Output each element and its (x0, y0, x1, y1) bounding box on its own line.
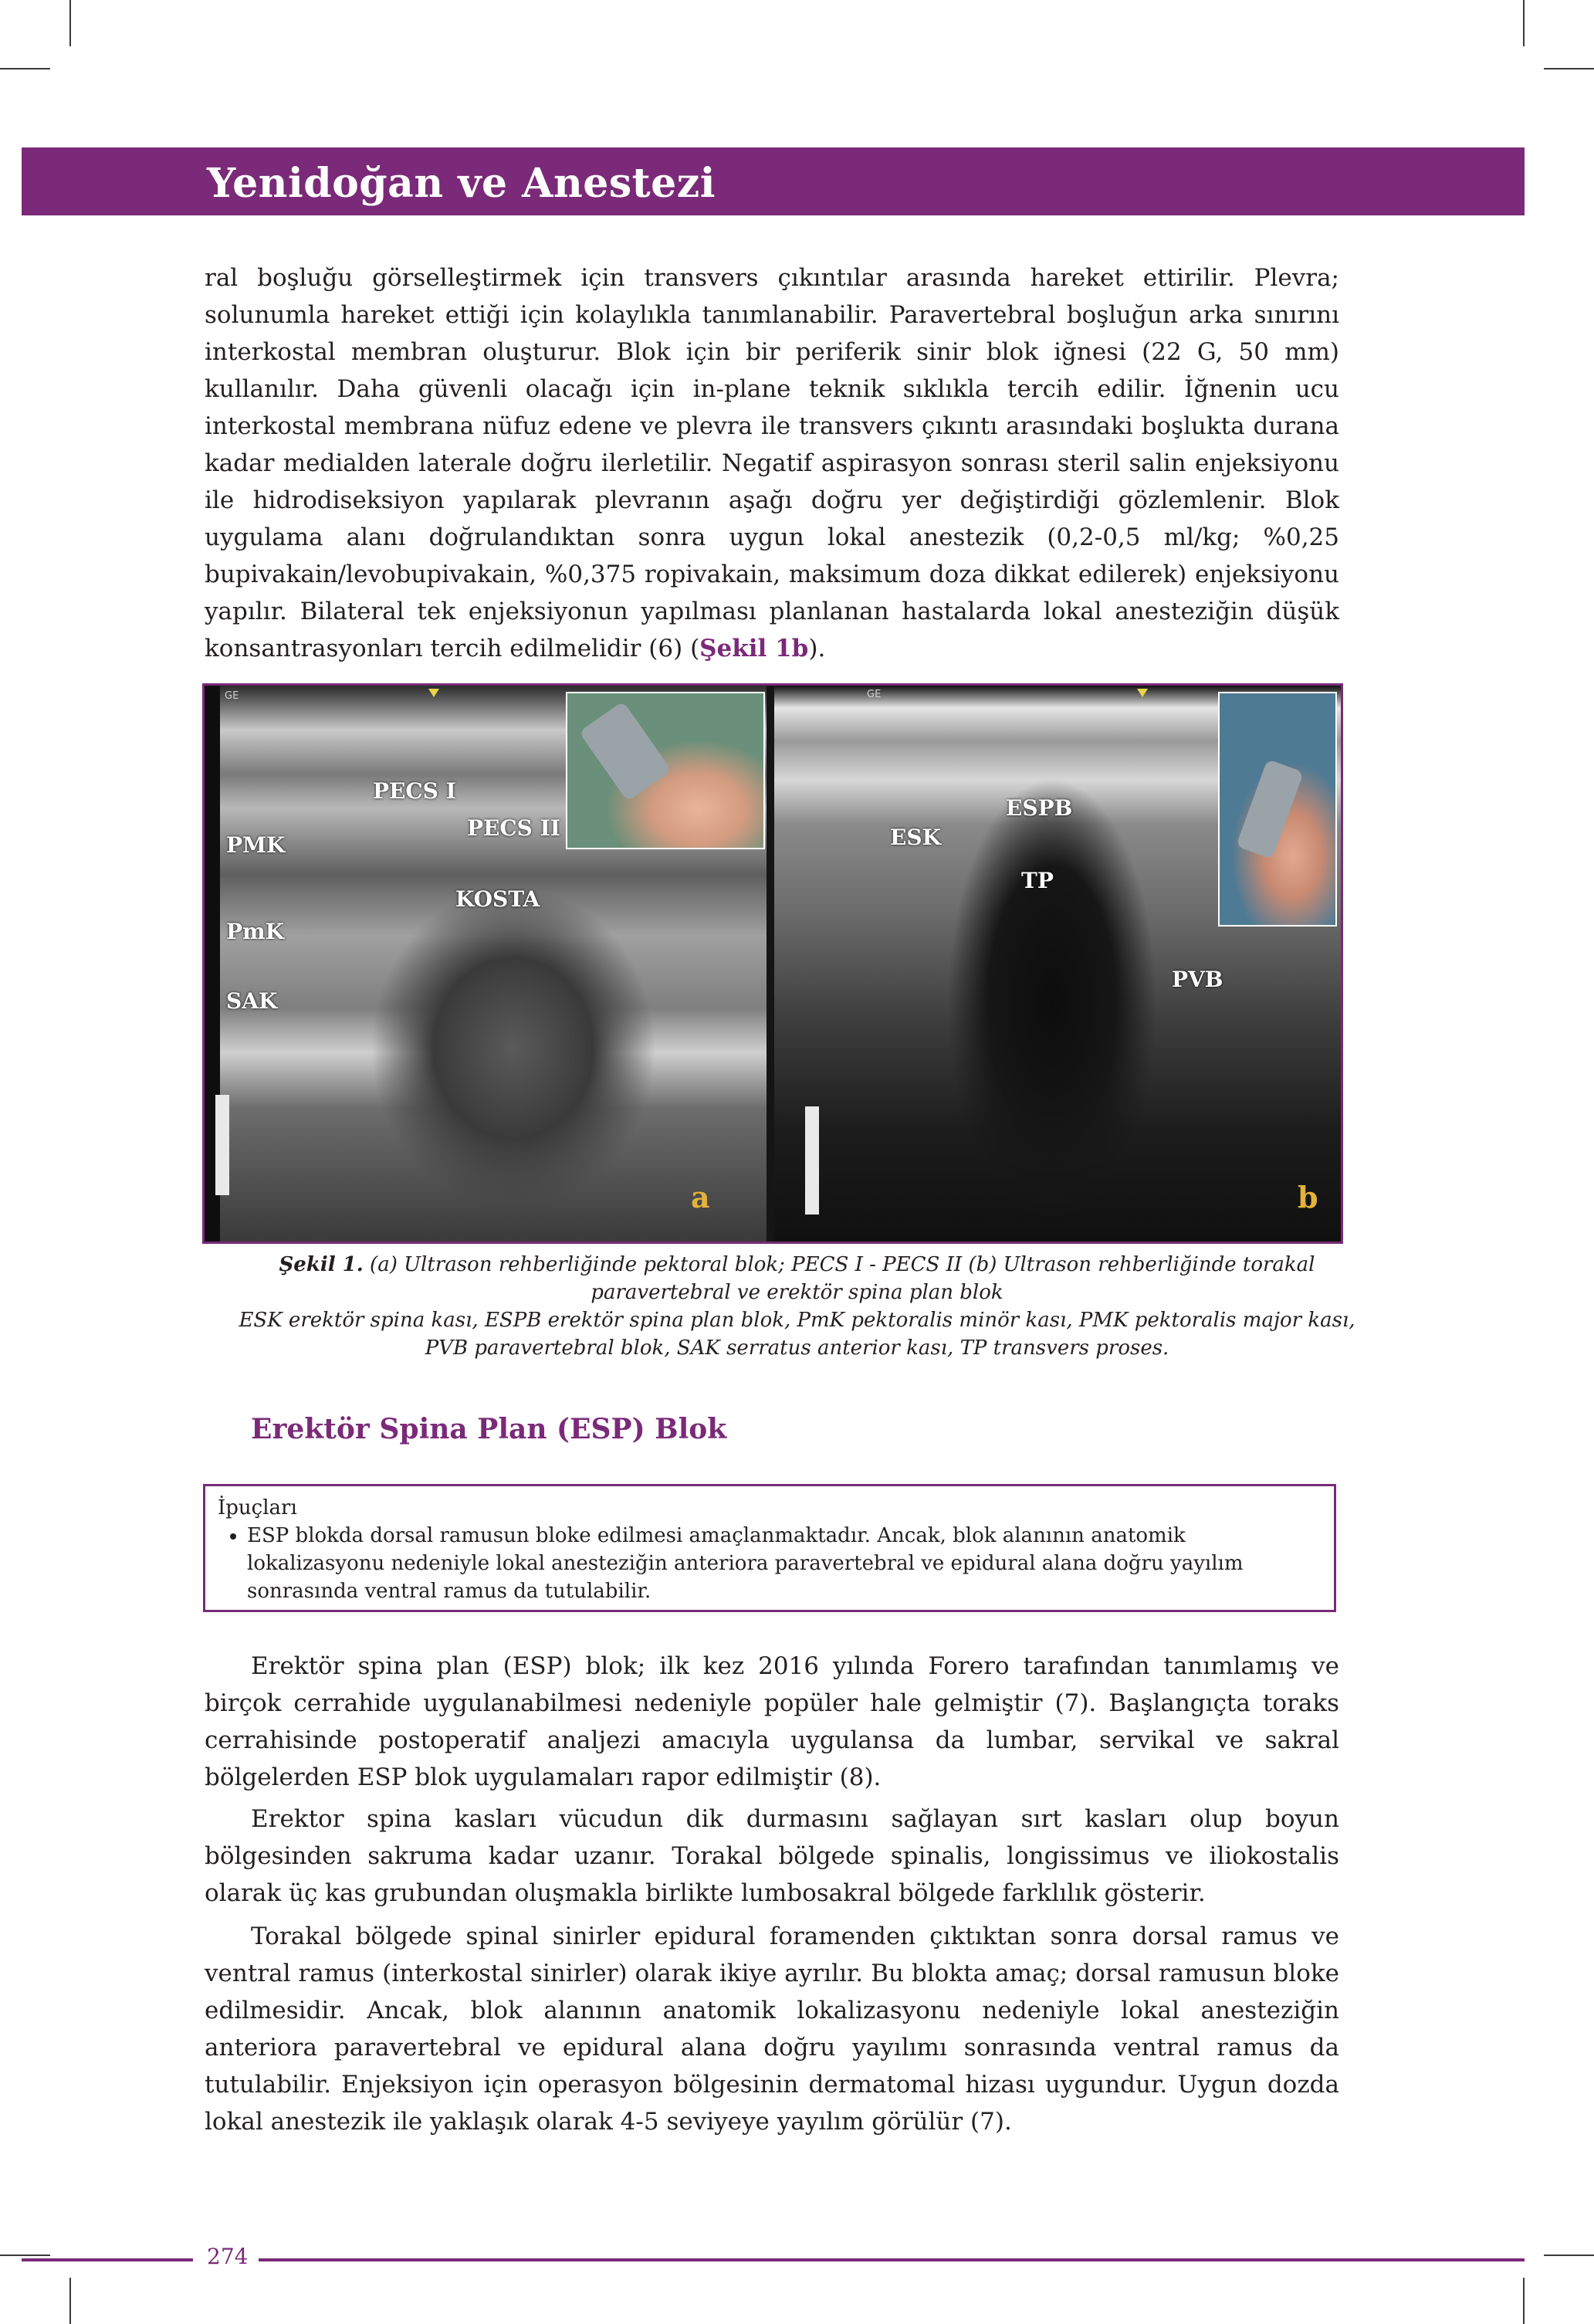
tips-title: İpuçları (218, 1496, 297, 1519)
ultrasound-figure (202, 683, 1343, 1244)
section-heading: Erektör Spina Plan (ESP) Blok (251, 1413, 727, 1445)
probe-position-photo-b (1218, 692, 1337, 927)
depth-scale-bar (805, 1106, 819, 1215)
label-pecs-1: PECS I (373, 778, 456, 804)
ultrasound-probe-icon (1236, 759, 1304, 859)
crop-mark (0, 2255, 50, 2256)
focus-marker-icon (1137, 689, 1148, 697)
body-paragraph-3: Erektor spina kasları vücudun dik durmasını sağlayan sırt kasları olup boyun bölgesinden sakruma kadar uzanır. Torakal bölgede spinalis, longissimus ve iliokostalis olarak üç kas grubundan oluşmakla birlikte lumbosakral bölgede farklılık gösterir. (205, 1805, 1339, 1907)
tips-box (203, 1484, 1336, 1612)
footer-rule-left (22, 2258, 193, 2261)
caption-line-2: paravertebral ve erektör spina plan blok (591, 1281, 1003, 1304)
label-pvb: PVB (1172, 967, 1223, 992)
ge-logo: GE (867, 689, 882, 700)
figure-reference-link[interactable]: Şekil 1b (699, 635, 809, 662)
body-paragraph-1 (205, 259, 1339, 667)
paragraph-text: ral boşluğu görselleştirmek için transvers çıkıntılar arasında hareket ettirilir. Plevra; solunumla hareket ettiği için kolaylıkla tanımlanabilir. Paravertebral boşluğun arka sınırını interkostal membran oluşturur. Blok için bir periferik sinir blok iğnesi (22 G, 50 mm) kullanılır. Daha güvenli olacağı için in-plane teknik sıklıkla tercih edilir. İğnenin ucu interkostal membrana nüfuz edene ve plevra ile transvers çıkıntı arasındaki boşlukta durana kadar medialden laterale doğru ilerletilir. Negatif aspirasyon sonrası steril salin enjeksiyonu ile hidrodiseksiyon yapılarak plevranın aşağı doğru yer değiştirdiği gözlemlenir. Blok uygulama alanı doğrulandıktan sonra uygun lokal anestezik (0,2-0,5 ml/kg; %0,25 bupivakain/levobupivakain, %0,375 ropivakain, maksimum doza dikkat edilerek) enjeksiyonu yapılır. Bilateral tek enjeksiyonun yapılması planlanan hastalarda lokal anesteziğin düşük konsantrasyonları tercih edilmelidir (6) ( (205, 264, 1339, 662)
ge-logo: GE (225, 690, 239, 702)
ultrasound-panel-b (774, 686, 1341, 1242)
panel-letter-a: a (691, 1180, 710, 1215)
crop-mark (1544, 68, 1594, 69)
probe-position-photo-a (566, 692, 765, 849)
ultrasound-probe-icon (579, 701, 672, 801)
crop-mark (0, 68, 50, 69)
caption-line-1 (185, 1251, 1409, 1279)
caption-text: (a) Ultrason rehberliğinde pektoral blok; PECS I - PECS II (b) Ultrason rehberliğinde torakal (363, 1253, 1315, 1276)
caption-label: Şekil 1. (279, 1253, 364, 1276)
crop-mark (1523, 0, 1525, 46)
crop-mark (69, 2278, 71, 2324)
figure-caption (185, 1251, 1409, 1362)
paragraph-text-end: ). (808, 635, 826, 662)
label-kosta: KOSTA (455, 886, 540, 912)
label-tp: TP (1021, 868, 1054, 893)
label-esk: ESK (890, 825, 941, 850)
label-pecs-2: PECS II (467, 815, 560, 841)
label-pmk-minor: PmK (226, 919, 285, 944)
depth-scale-bar (215, 1095, 229, 1195)
label-sak: SAK (226, 988, 278, 1014)
tip-item: • ESP blokda dorsal ramusun bloke edilmesi amaçlanmaktadır. Ancak, blok alanının anatomik lokalizasyonu nedeniyle lokal anesteziğin anteriora paravertebral ve epidural alana doğru yayılım sonrasında ventral ramus da tutulabilir. (247, 1522, 1322, 1605)
crop-mark (1544, 2255, 1594, 2256)
footer-rule-right (259, 2258, 1525, 2261)
label-pmk-major: PMK (226, 832, 286, 858)
caption-line-3: ESK erektör spina kası, ESPB erektör spina plan blok, PmK pektoralis minör kası, PMK pektoralis major kası, (239, 1309, 1355, 1332)
label-espb: ESPB (1006, 795, 1073, 821)
crop-mark (69, 0, 71, 46)
chapter-title: Yenidoğan ve Anestezi (207, 160, 716, 207)
caption-line-4: PVB paravertebral blok, SAK serratus anterior kası, TP transvers proses. (425, 1336, 1169, 1360)
crop-mark (1523, 2278, 1525, 2324)
body-paragraph-4: Torakal bölgede spinal sinirler epidural foramenden çıktıktan sonra dorsal ramus ve ventral ramus (interkostal sinirler) olarak ikiye ayrılır. Bu blokta amaç; dorsal ramusun bloke edilmesidir. Ancak, blok alanının anatomik lokalizasyonu nedeniyle lokal anesteziğin anteriora paravertebral ve epidural alana doğru yayılımı sonrasında ventral ramus da tutulabilir. Enjeksiyon için operasyon bölgesinin dermatomal hizası uygundur. Uygun dozda lokal anestezik ile yaklaşık olarak 4-5 seviyeye yayılım görülür (7). (205, 1923, 1339, 2136)
chapter-header (22, 147, 1525, 215)
tips-list (218, 1522, 1322, 1605)
body-paragraph-2: Erektör spina plan (ESP) blok; ilk kez 2016 yılında Forero tarafından tanımlamış ve birçok cerrahide uygulanabilmesi nedeniyle popüler hale gelmiştir (7). Başlangıçta toraks cerrahisinde postoperatif analjezi amacıyla uygulansa da lumbar, servikal ve sakral bölgelerden ESP blok uygulamaları rapor edilmiştir (8). (205, 1652, 1339, 1791)
page-number: 274 (207, 2244, 249, 2269)
panel-letter-b: b (1298, 1180, 1318, 1215)
ultrasound-panel-a (205, 686, 767, 1242)
focus-marker-icon (428, 689, 439, 697)
